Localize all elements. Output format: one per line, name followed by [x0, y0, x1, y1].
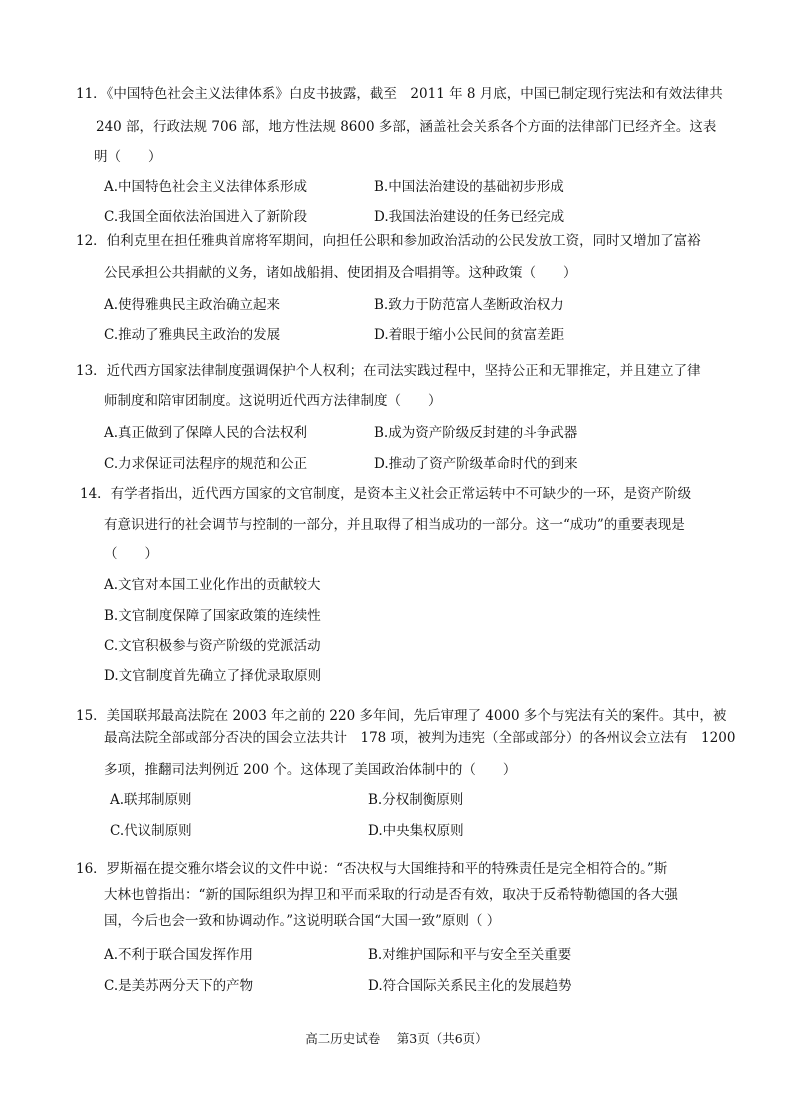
question-15-line-1: 15．美国联邦最高法院在 2003 年之前的 220 多年间，先后审理了 4000 多个与宪法有关的案件。其中，被 [76, 708, 727, 724]
question-13-option-c: C.力求保证司法程序的规范和公正 [104, 456, 308, 472]
question-14-option-c: C.文官积极参与资产阶级的党派活动 [104, 638, 321, 654]
question-15-line-3: 多项，推翻司法判例近 200 个。这体现了美国政治体制中的（ ） [104, 762, 517, 778]
question-15-option-a: A.联邦制原则 [110, 792, 192, 808]
question-12-option-b: B.致力于防范富人垄断政治权力 [374, 297, 564, 313]
question-11-line-1: 11．《中国特色社会主义法律体系》白皮书披露，截至 2011 年 8 月底，中国已制定现行宪法和有效法律共 [76, 86, 723, 102]
question-16-option-b: B.对维护国际和平与安全至关重要 [368, 947, 572, 963]
question-15-option-b: B.分权制衡原则 [368, 792, 464, 808]
question-14-line-1: 14．有学者指出，近代西方国家的文官制度，是资本主义社会正常运转中不可缺少的一环，是资产阶级 [80, 486, 692, 502]
question-11-line-3: 明（ ） [94, 149, 162, 165]
question-11-option-c: C.我国全面依法治国进入了新阶段 [104, 209, 308, 225]
question-12-line-1: 12．伯利克里在担任雅典首席将军期间，向担任公职和参加政治活动的公民发放工资，同时又增加了富裕 [76, 233, 701, 249]
question-14-option-d: D.文官制度首先确立了择优录取原则 [104, 668, 322, 684]
question-12-option-a: A.使得雅典民主政治确立起来 [104, 297, 281, 313]
question-16-line-1: 16．罗斯福在提交雅尔塔会议的文件中说：“否决权与大国维持和平的特殊责任是完全相符合的。”斯 [76, 861, 668, 877]
question-16-line-3: 国，今后也会一致和协调动作。”这说明联合国“大国一致”原则（ ） [104, 913, 501, 929]
question-13-option-d: D.推动了资产阶级革命时代的到来 [374, 456, 578, 472]
question-14-option-a: A.文官对本国工业化作出的贡献较大 [104, 577, 321, 593]
question-16-option-d: D.符合国际关系民主化的发展趋势 [368, 978, 572, 994]
question-12-line-2: 公民承担公共捐献的义务，诸如战船捐、使团捐及合唱捐等。这种政策（ ） [104, 265, 577, 281]
question-11-option-a: A.中国特色社会主义法律体系形成 [104, 179, 308, 195]
question-12-option-d: D.着眼于缩小公民间的贫富差距 [374, 327, 565, 343]
question-11-option-b: B.中国法治建设的基础初步形成 [374, 179, 564, 195]
question-13-line-2: 师制度和陪审团制度。这说明近代西方法律制度（ ） [104, 393, 442, 409]
question-15-option-d: D.中央集权原则 [368, 823, 464, 839]
question-13-line-1: 13．近代西方国家法律制度强调保护个人权利；在司法实践过程中，坚持公正和无罪推定，并且建立了律 [76, 363, 701, 379]
question-14-option-b: B.文官制度保障了国家政策的连续性 [104, 608, 321, 624]
question-14-line-3: （ ） [104, 546, 158, 562]
question-11-option-d: D.我国法治建设的任务已经完成 [374, 209, 565, 225]
question-13-option-b: B.成为资产阶级反封建的斗争武器 [374, 425, 578, 441]
question-13-option-a: A.真正做到了保障人民的合法权利 [104, 425, 308, 441]
question-16-option-a: A.不利于联合国发挥作用 [104, 947, 254, 963]
question-15-line-2: 最高法院全部或部分否决的国会立法共计 178 项，被判为违宪（全部或部分）的各州议会立法有 1200 [104, 730, 736, 746]
question-16-line-2: 大林也曾指出：“新的国际组织为捍卫和平而采取的行动是否有效，取决于反希特勒德国的各大强 [104, 887, 678, 903]
page-footer: 高二历史试卷 第3页（共6页） [305, 1031, 488, 1046]
question-12-option-c: C.推动了雅典民主政治的发展 [104, 327, 281, 343]
question-11-line-2: 240 部，行政法规 706 部，地方性法规 8600 多部，涵盖社会关系各个方面的法律部门已经齐全。这表 [96, 119, 717, 135]
question-16-option-c: C.是美苏两分天下的产物 [104, 978, 254, 994]
question-15-option-c: C.代议制原则 [110, 823, 192, 839]
question-14-line-2: 有意识进行的社会调节与控制的一部分，并且取得了相当成功的一部分。这一“成功”的重要表现是 [104, 517, 685, 533]
